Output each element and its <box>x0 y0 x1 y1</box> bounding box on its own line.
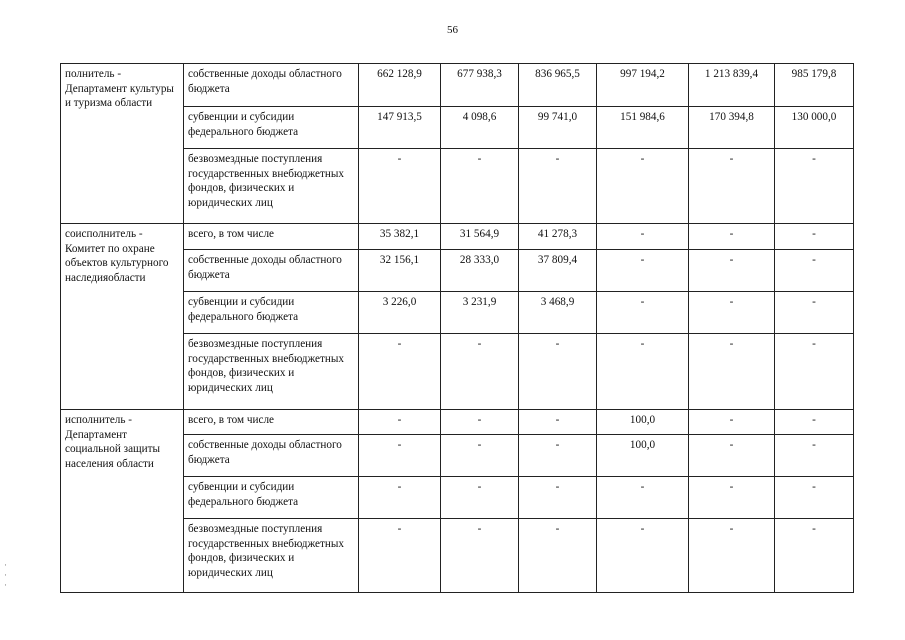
value-cell: - <box>359 435 441 477</box>
value-cell: 28 333,0 <box>441 250 519 292</box>
value-cell: 41 278,3 <box>519 224 597 250</box>
value-cell: 100,0 <box>597 410 689 435</box>
value-cell: 37 809,4 <box>519 250 597 292</box>
value-cell: - <box>441 149 519 224</box>
value-cell: - <box>519 334 597 410</box>
value-cell: - <box>359 410 441 435</box>
executor-cell: соисполнитель - Комитет по охране объектов культурного наследияобласти <box>61 224 184 410</box>
value-cell: - <box>519 410 597 435</box>
value-cell: 1 213 839,4 <box>689 64 775 107</box>
table-row <box>61 64 854 107</box>
margin-scan-mark: · · · <box>4 560 7 590</box>
value-cell: - <box>441 435 519 477</box>
funding-source: собственные доходы областного бюджета <box>184 64 359 107</box>
funding-source: безвозмездные поступления государственных внебюджетных фондов, физических и юридических лиц <box>184 334 359 410</box>
value-cell: - <box>597 292 689 334</box>
value-cell: - <box>441 410 519 435</box>
value-cell: - <box>689 410 775 435</box>
value-cell: 997 194,2 <box>597 64 689 107</box>
value-cell: - <box>689 250 775 292</box>
funding-source: всего, в том числе <box>184 224 359 250</box>
value-cell: - <box>597 519 689 593</box>
value-cell: 99 741,0 <box>519 107 597 149</box>
value-cell: 3 226,0 <box>359 292 441 334</box>
value-cell: - <box>519 519 597 593</box>
value-cell: - <box>597 149 689 224</box>
value-cell: - <box>775 477 854 519</box>
value-cell: 836 965,5 <box>519 64 597 107</box>
table-row <box>61 224 854 250</box>
value-cell: 3 468,9 <box>519 292 597 334</box>
value-cell: - <box>359 519 441 593</box>
funding-source: собственные доходы областного бюджета <box>184 435 359 477</box>
value-cell: 147 913,5 <box>359 107 441 149</box>
page-number: 56 <box>447 24 458 36</box>
value-cell: - <box>689 224 775 250</box>
value-cell: 100,0 <box>597 435 689 477</box>
value-cell: - <box>689 477 775 519</box>
funding-source: субвенции и субсидии федерального бюджета <box>184 477 359 519</box>
value-cell: - <box>597 250 689 292</box>
value-cell: - <box>775 224 854 250</box>
funding-source: собственные доходы областного бюджета <box>184 250 359 292</box>
value-cell: - <box>689 292 775 334</box>
executor-cell: исполнитель - Департамент социальной защиты населения области <box>61 410 184 593</box>
value-cell: - <box>775 410 854 435</box>
value-cell: - <box>689 149 775 224</box>
value-cell: - <box>689 435 775 477</box>
executor-cell: полнитель - Департамент культуры и туризма области <box>61 64 184 224</box>
value-cell: 130 000,0 <box>775 107 854 149</box>
value-cell: - <box>775 292 854 334</box>
funding-source: безвозмездные поступления государственных внебюджетных фондов, физических и юридических лиц <box>184 149 359 224</box>
value-cell: - <box>519 149 597 224</box>
value-cell: - <box>359 334 441 410</box>
value-cell: - <box>441 477 519 519</box>
funding-table <box>60 63 854 593</box>
value-cell: 35 382,1 <box>359 224 441 250</box>
value-cell: - <box>775 149 854 224</box>
value-cell: 3 231,9 <box>441 292 519 334</box>
funding-source: субвенции и субсидии федерального бюджета <box>184 292 359 334</box>
value-cell: - <box>775 435 854 477</box>
value-cell: 4 098,6 <box>441 107 519 149</box>
value-cell: 151 984,6 <box>597 107 689 149</box>
value-cell: - <box>441 334 519 410</box>
value-cell: 32 156,1 <box>359 250 441 292</box>
value-cell: - <box>359 149 441 224</box>
value-cell: - <box>689 334 775 410</box>
table-row <box>61 410 854 435</box>
value-cell: - <box>775 519 854 593</box>
value-cell: - <box>775 334 854 410</box>
value-cell: 170 394,8 <box>689 107 775 149</box>
value-cell: - <box>689 519 775 593</box>
value-cell: 31 564,9 <box>441 224 519 250</box>
value-cell: - <box>597 334 689 410</box>
value-cell: - <box>441 519 519 593</box>
value-cell: 662 128,9 <box>359 64 441 107</box>
value-cell: - <box>775 250 854 292</box>
value-cell: 677 938,3 <box>441 64 519 107</box>
value-cell: - <box>597 224 689 250</box>
funding-source: безвозмездные поступления государственных внебюджетных фондов, физических и юридических лиц <box>184 519 359 593</box>
value-cell: - <box>519 435 597 477</box>
funding-source: субвенции и субсидии федерального бюджета <box>184 107 359 149</box>
value-cell: - <box>597 477 689 519</box>
value-cell: - <box>519 477 597 519</box>
value-cell: - <box>359 477 441 519</box>
funding-source: всего, в том числе <box>184 410 359 435</box>
value-cell: 985 179,8 <box>775 64 854 107</box>
